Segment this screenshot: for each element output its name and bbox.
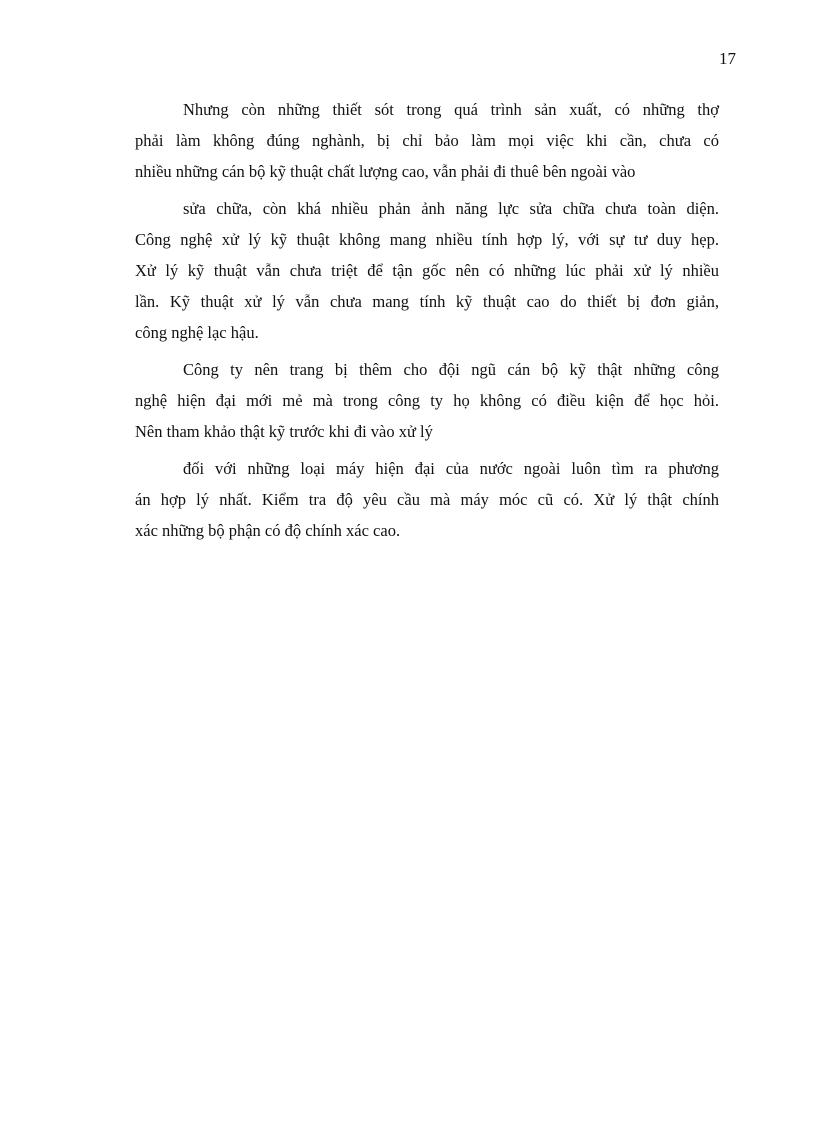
text-line: đối với những loại máy hiện đại của nước ngoài luôn tìm ra phương xyxy=(183,459,719,478)
text-line: Nhưng còn những thiết sót trong quá trình sản xuất, có những thợ xyxy=(183,100,719,119)
text-line: Xử lý kỹ thuật vẫn chưa triệt để tận gốc nên có những lúc phải xử lý nhiều xyxy=(135,261,719,280)
text-line: sửa chữa, còn khá nhiều phản ảnh năng lực sửa chữa chưa toàn diện. xyxy=(183,199,719,218)
page-number: 17 xyxy=(719,49,736,68)
paragraph-1 xyxy=(135,94,719,187)
text-line: lần. Kỹ thuật xử lý vẫn chưa mang tính kỹ thuật cao do thiết bị đơn giản, xyxy=(135,292,719,311)
text-line: án hợp lý nhất. Kiểm tra độ yêu cầu mà máy móc cũ có. Xử lý thật chính xyxy=(135,490,719,509)
text-line: Công ty nên trang bị thêm cho đội ngũ cán bộ kỹ thật những công xyxy=(183,360,719,379)
text-line: nghệ hiện đại mới mẻ mà trong công ty họ không có điều kiện để học hỏi. xyxy=(135,391,719,410)
paragraph-3 xyxy=(135,354,719,447)
text-line: Công nghệ xử lý kỹ thuật không mang nhiều tính hợp lý, với sự tư duy hẹp. xyxy=(135,230,719,249)
text-line: phải làm không đúng nghành, bị chỉ bảo làm mọi việc khi cần, chưa có xyxy=(135,131,719,150)
body-text xyxy=(135,94,719,552)
text-line: nhiều những cán bộ kỹ thuật chất lượng cao, vẫn phải đi thuê bên ngoài vào xyxy=(135,162,636,181)
paragraph-4 xyxy=(135,453,719,546)
text-line: Nên tham khảo thật kỹ trước khi đi vào xử lý xyxy=(135,422,433,441)
text-line: xác những bộ phận có độ chính xác cao. xyxy=(135,521,401,540)
text-line: công nghệ lạc hậu. xyxy=(135,323,259,342)
paragraph-2 xyxy=(135,193,719,348)
